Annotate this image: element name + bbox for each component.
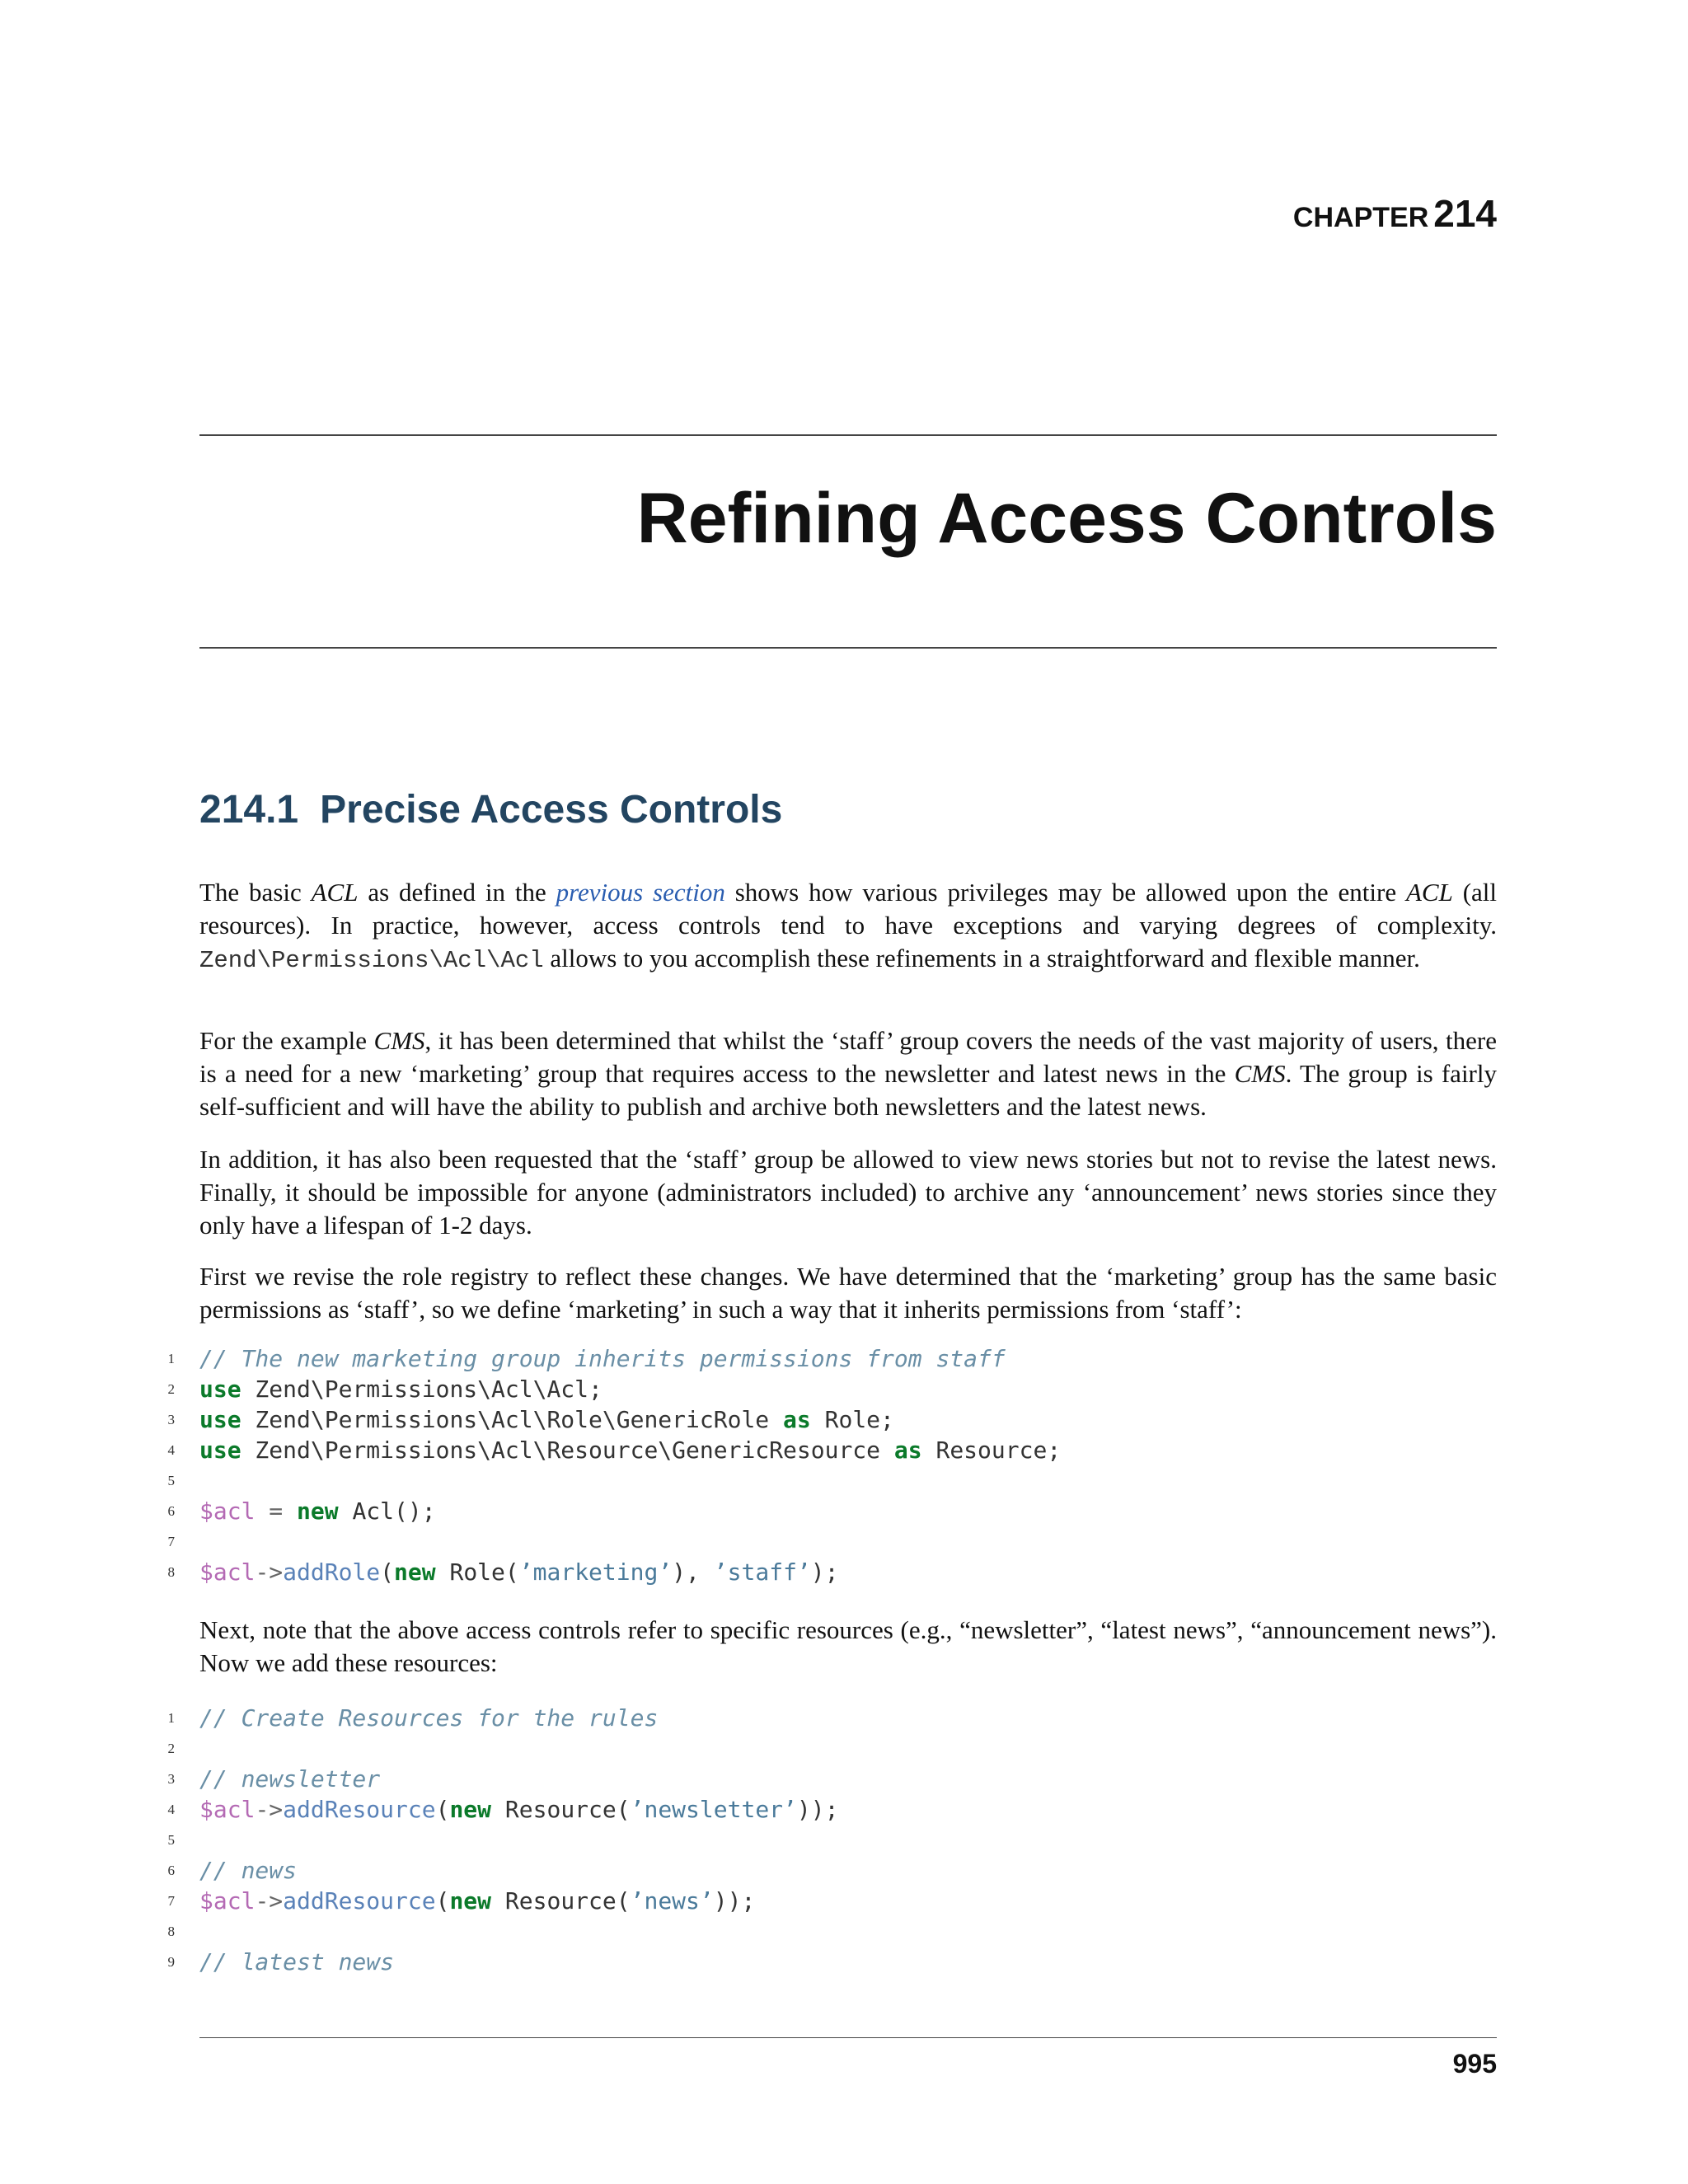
- text-run: shows how various privileges may be allowed upon the entire: [724, 878, 1406, 907]
- footer-divider: [199, 2037, 1497, 2038]
- code-text: (: [380, 1558, 395, 1586]
- line-number: 2: [167, 1741, 175, 1756]
- code-keyword: new: [449, 1796, 492, 1823]
- code-text: Acl();: [338, 1497, 436, 1525]
- chapter-word: CHAPTER: [1292, 202, 1429, 233]
- line-number: 6: [167, 1503, 175, 1519]
- code-text: Role;: [810, 1406, 894, 1433]
- text-run: (all resources). In practice, however, access controls tend to have exceptions and varying degrees of complexity.: [199, 878, 1498, 940]
- paragraph-resources: Next, note that the above access controls refer to specific resources (e.g., “newsletter”, “latest news”, “announcement news”). Now we add these resources:: [199, 1615, 1497, 1677]
- code-text: ));: [713, 1887, 756, 1915]
- code-block-roles: [157, 1343, 1500, 1587]
- code-keyword: as: [893, 1436, 922, 1464]
- code-text: ));: [796, 1796, 839, 1823]
- line-number: 3: [167, 1771, 175, 1787]
- code-line: [157, 1557, 1500, 1587]
- code-line: [157, 1855, 1500, 1886]
- code-method: addResource: [283, 1796, 436, 1823]
- page-number: 995: [1452, 2049, 1497, 2079]
- code-operator: ->: [255, 1796, 284, 1823]
- term-acl: ACL: [311, 878, 359, 907]
- code-line: [157, 1916, 1500, 1947]
- code-keyword: use: [199, 1406, 241, 1433]
- code-line: [157, 1733, 1500, 1764]
- text-run: For the example: [199, 1026, 374, 1055]
- paragraph-role-registry: First we revise the role registry to reflect these changes. We have determined that the ‘marketing’ group has the same basic permissions as ‘staff’, so we define ‘marketing’ in such a way that it inherits permissions from ‘staff’:: [199, 1262, 1497, 1324]
- code-line: [157, 1526, 1500, 1557]
- code-line: [157, 1764, 1500, 1794]
- line-number: 8: [167, 1924, 175, 1939]
- text-run: . The group is fairly self-sufficient and will have the ability to publish and archive both newsletters and the latest news.: [199, 1059, 1497, 1121]
- code-keyword: use: [199, 1376, 241, 1403]
- code-variable: $acl: [199, 1497, 256, 1525]
- code-text: Role(: [435, 1558, 519, 1586]
- code-block-resources: [157, 1703, 1500, 1977]
- code-keyword: new: [297, 1497, 339, 1525]
- code-method: addRole: [283, 1558, 381, 1586]
- chapter-number: 214: [1433, 192, 1497, 235]
- section-title: Precise Access Controls: [320, 788, 783, 832]
- code-line: [157, 1825, 1500, 1855]
- code-operator: ->: [255, 1887, 284, 1915]
- code-keyword: as: [783, 1406, 811, 1433]
- section-heading: [199, 787, 782, 832]
- code-comment: // Create Resources for the rules: [199, 1704, 659, 1732]
- code-keyword: use: [199, 1436, 241, 1464]
- line-number: 5: [167, 1832, 175, 1848]
- title-top-divider: [199, 434, 1497, 436]
- term-cms: CMS: [1234, 1059, 1286, 1088]
- text-run: The basic: [199, 878, 312, 907]
- code-line: [157, 1343, 1500, 1374]
- text-run: allows to you accomplish these refinements in a straightforward and flexible manner.: [543, 944, 1420, 972]
- line-number: 5: [167, 1473, 175, 1488]
- line-number: 9: [167, 1954, 175, 1970]
- line-number: 7: [167, 1893, 175, 1909]
- inline-code: Zend\Permissions\Acl\Acl: [199, 947, 544, 974]
- code-line: [157, 1374, 1500, 1404]
- title-bottom-divider: [199, 647, 1497, 649]
- code-line: [157, 1496, 1500, 1526]
- code-string: ’marketing’: [518, 1558, 673, 1586]
- code-operator: =: [255, 1497, 298, 1525]
- code-text: );: [810, 1558, 839, 1586]
- code-comment: // latest news: [199, 1948, 395, 1975]
- code-text: Resource(: [491, 1796, 631, 1823]
- code-line: [157, 1404, 1500, 1435]
- line-number: 8: [167, 1564, 175, 1580]
- line-number: 2: [167, 1381, 175, 1397]
- code-comment: // news: [199, 1857, 298, 1884]
- line-number: 3: [167, 1412, 175, 1427]
- term-acl: ACL: [1405, 878, 1453, 907]
- code-line: [157, 1794, 1500, 1825]
- code-line: [157, 1947, 1500, 1977]
- code-keyword: new: [449, 1887, 492, 1915]
- code-line: [157, 1886, 1500, 1916]
- code-string: ’news’: [630, 1887, 714, 1915]
- line-number: 1: [167, 1710, 175, 1726]
- code-comment: // The new marketing group inherits permissions from staff: [199, 1345, 1006, 1372]
- code-string: ’newsletter’: [630, 1796, 797, 1823]
- code-variable: $acl: [199, 1887, 256, 1915]
- code-variable: $acl: [199, 1796, 256, 1823]
- code-text: (: [435, 1796, 450, 1823]
- code-method: addResource: [283, 1887, 436, 1915]
- code-string: ’staff’: [713, 1558, 811, 1586]
- code-line: [157, 1465, 1500, 1496]
- line-number: 6: [167, 1863, 175, 1878]
- paragraph-staff-permissions: In addition, it has also been requested that the ‘staff’ group be allowed to view news stories but not to revise the latest news. Finally, it should be impossible for anyone (administrators included) to archive any ‘announcement’ news stories since they only have a lifespan of 1-2 days.: [199, 1145, 1497, 1240]
- line-number: 1: [167, 1351, 175, 1366]
- code-text: ),: [672, 1558, 714, 1586]
- code-text: Zend\Permissions\Acl\Acl;: [241, 1376, 603, 1403]
- code-line: [157, 1703, 1500, 1733]
- previous-section-link[interactable]: previous section: [556, 878, 725, 907]
- text-run: as defined in the: [358, 878, 556, 907]
- section-number: 214.1: [199, 788, 299, 832]
- code-text: Resource;: [921, 1436, 1062, 1464]
- term-cms: CMS: [373, 1026, 425, 1055]
- paragraph-marketing-group: [199, 1024, 1497, 1123]
- chapter-title: Refining Access Controls: [636, 479, 1497, 558]
- chapter-label: [1293, 191, 1497, 236]
- text-run: , it has been determined that whilst the ‘staff’ group covers the needs of the vast majority of users, there is a need for a new ‘marketing’ group that requires access to the newsletter and latest news in the: [199, 1026, 1497, 1088]
- code-comment: // newsletter: [199, 1765, 381, 1793]
- code-variable: $acl: [199, 1558, 256, 1586]
- code-text: Zend\Permissions\Acl\Resource\GenericResource: [241, 1436, 894, 1464]
- line-number: 4: [167, 1802, 175, 1817]
- line-number: 7: [167, 1534, 175, 1549]
- code-text: Zend\Permissions\Acl\Role\GenericRole: [241, 1406, 784, 1433]
- code-text: Resource(: [491, 1887, 631, 1915]
- code-operator: ->: [255, 1558, 284, 1586]
- line-number: 4: [167, 1442, 175, 1458]
- code-keyword: new: [394, 1558, 436, 1586]
- paragraph-intro: [199, 876, 1497, 977]
- code-line: [157, 1435, 1500, 1465]
- code-text: (: [435, 1887, 450, 1915]
